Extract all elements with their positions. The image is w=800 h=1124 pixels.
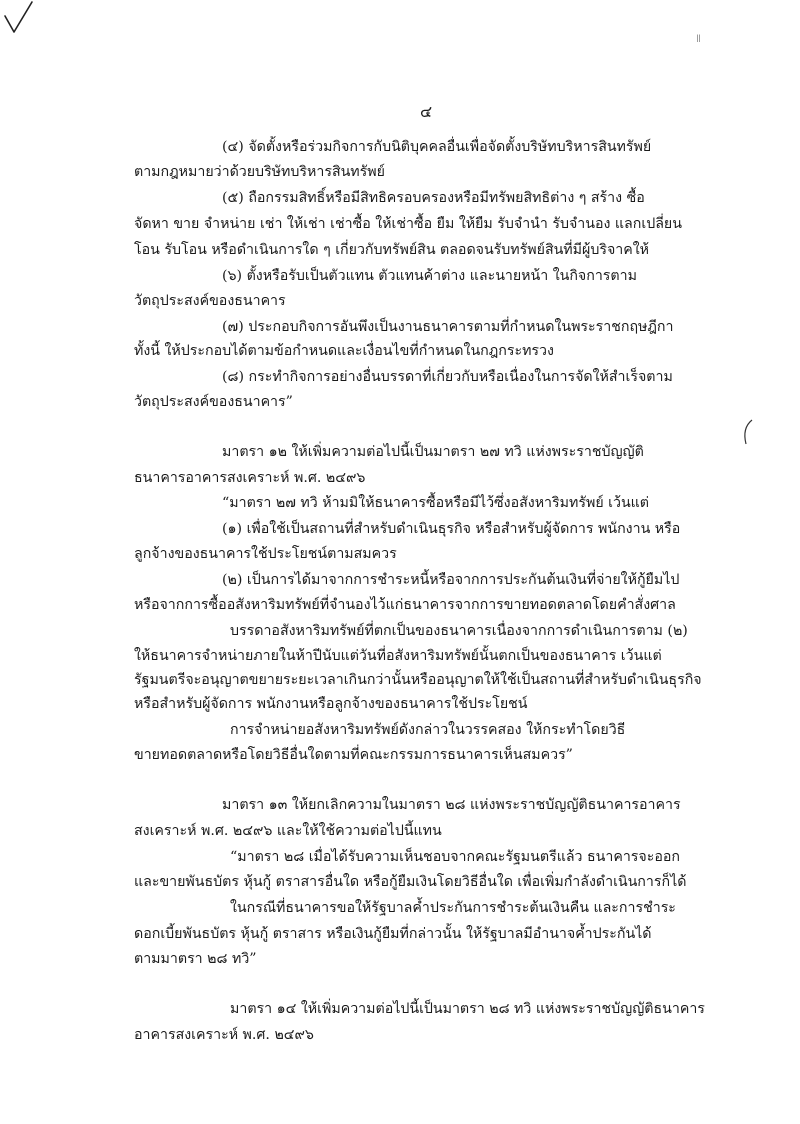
- text-line: มาตรา ๑๓ ให้ยกเลิกความในมาตรา ๒๘ แห่งพระราชบัญญัติธนาคารอาคาร: [222, 797, 681, 813]
- text-line: ในกรณีที่ธนาคารขอให้รัฐบาลค้ำประกันการชำระต้นเงินคืน และการชำระ: [230, 900, 676, 916]
- text-line: (๗) ประกอบกิจการอันพึงเป็นงานธนาคารตามที่กำหนดในพระราชกฤษฎีกา: [222, 319, 674, 335]
- page-number: ๔: [420, 102, 433, 121]
- text-line: ธนาคารอาคารสงเคราะห์ พ.ศ. ๒๔๙๖: [134, 470, 366, 486]
- text-line: “มาตรา ๒๗ ทวิ ห้ามมิให้ธนาคารซื้อหรือมีไว้ซึ่งอสังหาริมทรัพย์ เว้นแต่: [222, 495, 650, 511]
- text-line: จัดหา ขาย จำหน่าย เช่า ให้เช่า เช่าซื้อ ให้เช่าซื้อ ยืม ให้ยืม รับจำนำ รับจำนอง แลกเปลี่ยน: [134, 216, 682, 232]
- text-line: (๔) จัดตั้งหรือร่วมกิจการกับนิติบุคคลอื่นเพื่อจัดตั้งบริษัทบริหารสินทรัพย์: [222, 139, 652, 155]
- text-line: ดอกเบี้ยพันธบัตร หุ้นกู้ ตราสาร หรือเงินกู้ยืมที่กล่าวนั้น ให้รัฐบาลมีอำนาจค้ำประกันได้: [134, 926, 652, 942]
- margin-bracket-mark: [740, 418, 756, 446]
- text-line: (๑) เพื่อใช้เป็นสถานที่สำหรับดำเนินธุรกิจ หรือสำหรับผู้จัดการ พนักงาน หรือ: [222, 521, 681, 537]
- text-line: ตามมาตรา ๒๘ ทวิ”: [134, 951, 257, 967]
- handwritten-checkmark: [2, 0, 36, 40]
- text-line: วัตถุประสงค์ของธนาคาร”: [134, 394, 293, 410]
- text-line: โอน รับโอน หรือดำเนินการใด ๆ เกี่ยวกับทรัพย์สิน ตลอดจนรับทรัพย์สินที่มีผู้บริจาคให้: [134, 242, 649, 258]
- text-line: ทั้งนี้ ให้ประกอบได้ตามข้อกำหนดและเงื่อนไขที่กำหนดในกฎกระทรวง: [134, 343, 554, 359]
- text-line: สงเคราะห์ พ.ศ. ๒๔๙๖ และให้ใช้ความต่อไปนี้แทน: [134, 823, 442, 839]
- text-line: มาตรา ๑๒ ให้เพิ่มความต่อไปนี้เป็นมาตรา ๒๗ ทวิ แห่งพระราชบัญญัติ: [222, 444, 644, 460]
- text-line: (๘) กระทำกิจการอย่างอื่นบรรดาที่เกี่ยวกับหรือเนื่องในการจัดให้สำเร็จตาม: [222, 369, 673, 385]
- text-line: (๖) ตั้งหรือรับเป็นตัวแทน ตัวแทนค้าต่าง และนายหน้า ในกิจการตาม: [222, 268, 637, 284]
- text-line: ให้ธนาคารจำหน่ายภายในห้าปีนับแต่วันที่อสังหาริมทรัพย์นั้นตกเป็นของธนาคาร เว้นแต่: [134, 648, 662, 664]
- text-line: หรือจากการซื้ออสังหาริมทรัพย์ที่จำนองไว้แก่ธนาคารจากการขายทอดตลาดโดยคำสั่งศาล: [134, 597, 676, 613]
- text-line: ตามกฎหมายว่าด้วยบริษัทบริหารสินทรัพย์: [134, 164, 385, 180]
- text-line: “มาตรา ๒๘ เมื่อได้รับความเห็นชอบจากคณะรัฐมนตรีแล้ว ธนาคารจะออก: [230, 849, 680, 865]
- text-line: หรือสำหรับผู้จัดการ พนักงานหรือลูกจ้างของธนาคารใช้ประโยชน์: [134, 696, 528, 712]
- text-line: ขายทอดตลาดหรือโดยวิธีอื่นใดตามที่คณะกรรมการธนาคารเห็นสมควร”: [134, 747, 573, 763]
- text-line: (๒) เป็นการได้มาจากการชำระหนี้หรือจากการประกันต้นเงินที่จ่ายให้กู้ยืมไป: [222, 572, 680, 588]
- text-line: การจำหน่ายอสังหาริมทรัพย์ดังกล่าวในวรรคสอง ให้กระทำโดยวิธี: [230, 722, 626, 738]
- text-line: บรรดาอสังหาริมทรัพย์ที่ตกเป็นของธนาคารเนื่องจากการดำเนินการตาม (๒): [230, 623, 688, 639]
- text-line: อาคารสงเคราะห์ พ.ศ. ๒๔๙๖: [134, 1027, 314, 1043]
- text-line: รัฐมนตรีจะอนุญาตขยายระยะเวลาเกินกว่านั้นหรืออนุญาตให้ใช้เป็นสถานที่สำหรับดำเนินธุรกิจ: [134, 672, 702, 688]
- margin-tick-mark: ǁ: [696, 34, 701, 45]
- text-line: วัตถุประสงค์ของธนาคาร: [134, 293, 286, 309]
- text-line: (๕) ถือกรรมสิทธิ์หรือมีสิทธิครอบครองหรือมีทรัพยสิทธิต่าง ๆ สร้าง ซื้อ: [222, 190, 645, 206]
- text-line: มาตรา ๑๔ ให้เพิ่มความต่อไปนี้เป็นมาตรา ๒๘ ทวิ แห่งพระราชบัญญัติธนาคาร: [230, 1001, 705, 1017]
- text-line: ลูกจ้างของธนาคารใช้ประโยชน์ตามสมควร: [134, 546, 397, 562]
- text-line: และขายพันธบัตร หุ้นกู้ ตราสารอื่นใด หรือกู้ยืมเงินโดยวิธีอื่นใด เพื่อเพิ่มกำลังดำเนินการก็ได้: [134, 874, 687, 890]
